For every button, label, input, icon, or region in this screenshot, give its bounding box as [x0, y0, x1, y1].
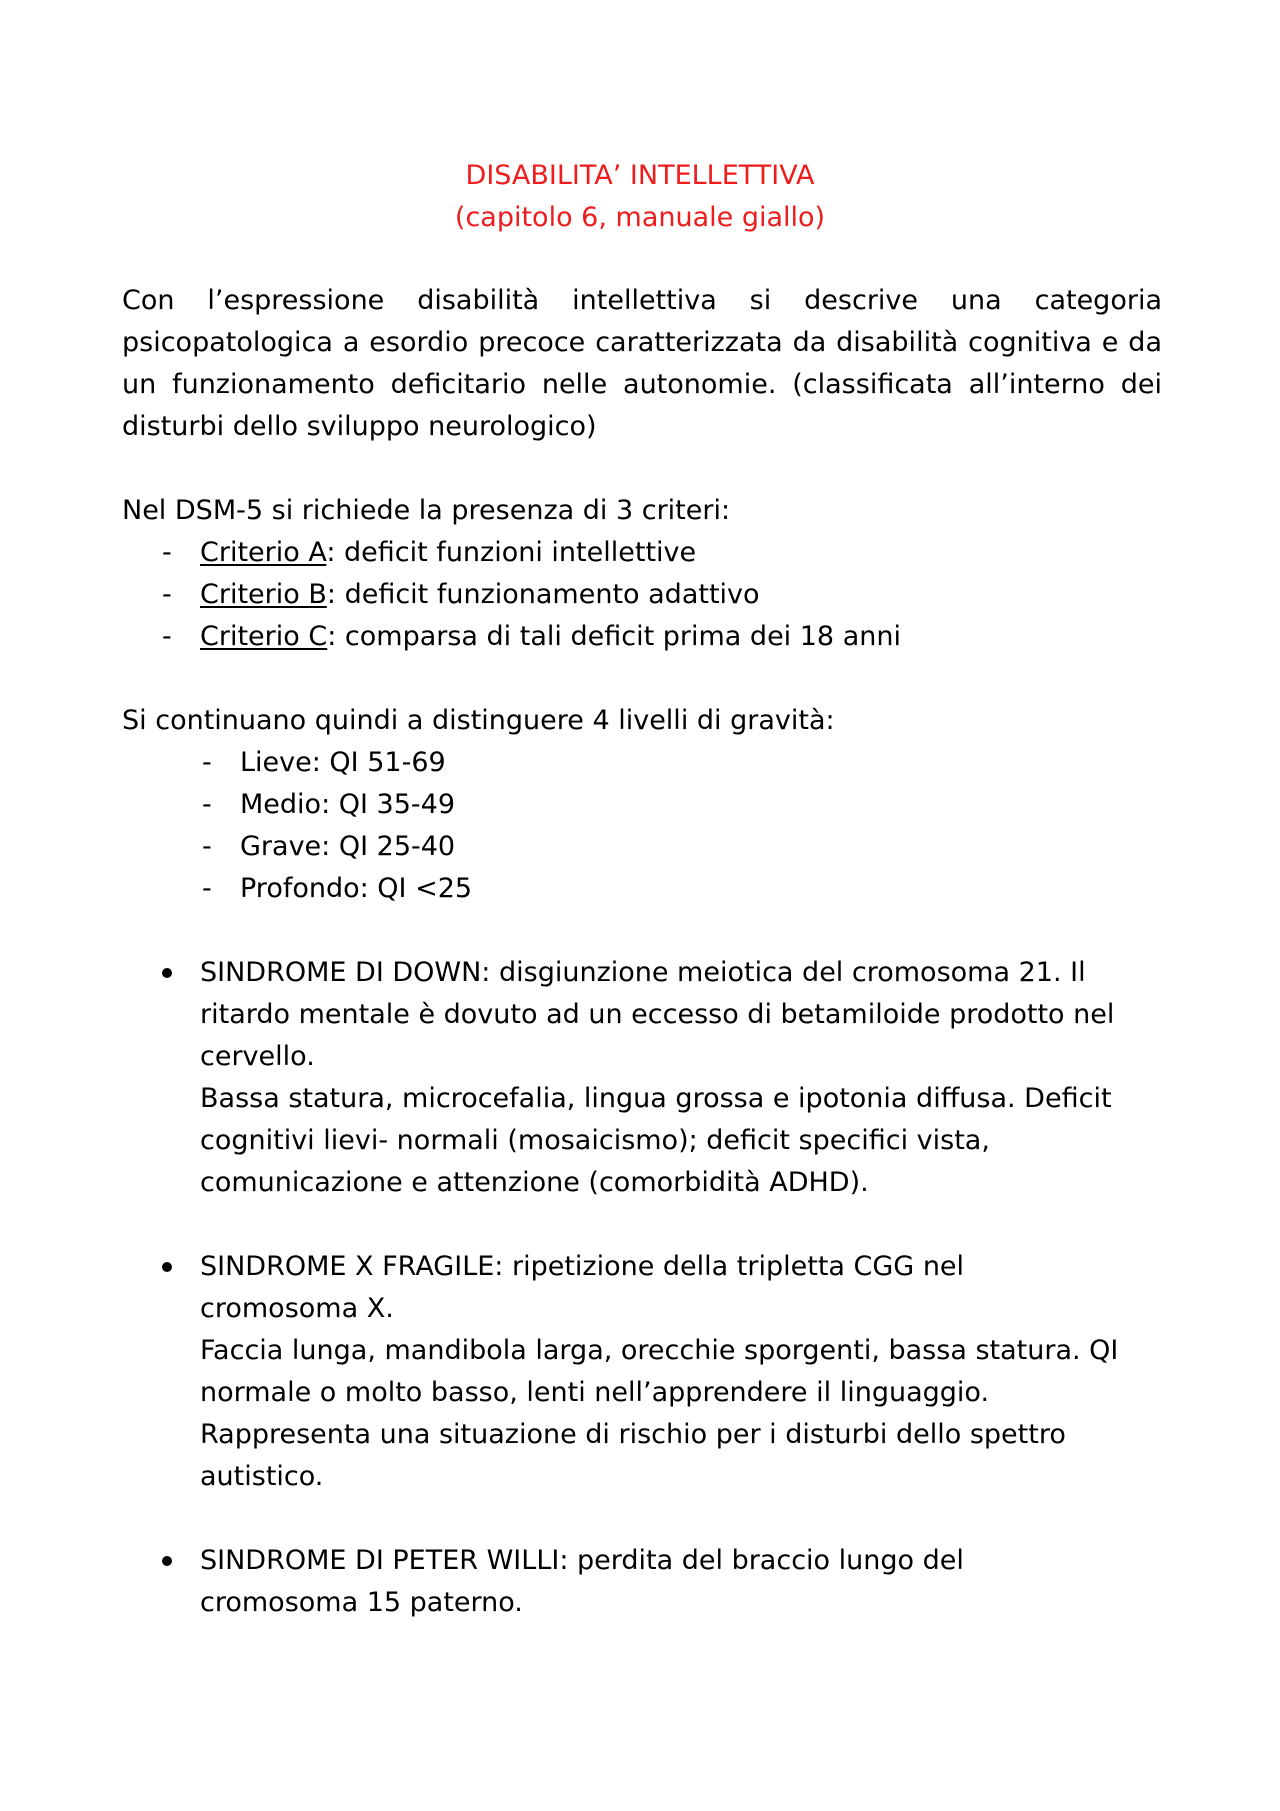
level-text: Lieve: QI 51-69: [240, 747, 446, 778]
level-text: Medio: QI 35-49: [240, 789, 455, 820]
spacer: [122, 658, 1162, 700]
document-body: [122, 280, 1162, 1624]
title-block: [0, 155, 1280, 239]
level-item: [122, 868, 1162, 910]
dash-marker: -: [202, 831, 212, 862]
dash-marker: -: [162, 537, 172, 568]
intro-paragraph: Con l’espressione disabilità intellettiva si descrive una categoria psicopatologica a esordio precoce caratterizzata da disabilità cognitiva e da un funzionamento deficitario nelle autonomie. (classificata all’interno dei disturbi dello sviluppo neurologico): [122, 285, 1162, 442]
spacer: [122, 1498, 1162, 1540]
dash-marker: -: [162, 621, 172, 652]
level-text: Grave: QI 25-40: [240, 831, 456, 862]
level-text: Profondo: QI <25: [240, 873, 473, 904]
syndrome-line: autistico.: [200, 1461, 324, 1492]
dash-marker: -: [202, 873, 212, 904]
syndrome-line: SINDROME DI DOWN: disgiunzione meiotica del cromosoma 21. Il: [200, 957, 1086, 988]
syndromes-list: [122, 1246, 1162, 1498]
bullet-dot-icon: [162, 1262, 172, 1272]
criteria-text: : deficit funzionamento adattivo: [326, 579, 760, 610]
level-item: [122, 826, 1162, 868]
criteria-list: [122, 532, 1162, 658]
syndrome-peter-willi: [122, 1540, 1162, 1624]
criteria-label: Criterio C: [200, 621, 328, 652]
spacer: [122, 910, 1162, 952]
syndrome-x-fragile: [122, 1246, 1162, 1498]
syndrome-line: cromosoma X.: [200, 1293, 394, 1324]
syndrome-line: cognitivi lievi- normali (mosaicismo); deficit specifici vista,: [200, 1125, 990, 1156]
syndromes-list: [122, 1540, 1162, 1624]
criteria-item: [122, 532, 1162, 574]
criteria-item: [122, 616, 1162, 658]
level-item: [122, 784, 1162, 826]
dsm-intro: Nel DSM-5 si richiede la presenza di 3 criteri:: [122, 495, 731, 526]
syndrome-line: ritardo mentale è dovuto ad un eccesso di betamiloide prodotto nel: [200, 999, 1115, 1030]
spacer: [122, 1204, 1162, 1246]
spacer: [122, 448, 1162, 490]
dash-marker: -: [202, 747, 212, 778]
criteria-item: [122, 574, 1162, 616]
syndrome-line: Bassa statura, microcefalia, lingua grossa e ipotonia diffusa. Deficit: [200, 1083, 1112, 1114]
criteria-label: Criterio B: [200, 579, 327, 610]
syndromes-list: [122, 952, 1162, 1204]
syndrome-line: cromosoma 15 paterno.: [200, 1587, 523, 1618]
level-item: [122, 742, 1162, 784]
document-subtitle: (capitolo 6, manuale giallo): [454, 202, 826, 233]
document-title: DISABILITA’ INTELLETTIVA: [465, 160, 815, 191]
criteria-label: Criterio A: [200, 537, 327, 568]
syndrome-down: [122, 952, 1162, 1204]
bullet-dot-icon: [162, 1556, 172, 1566]
syndrome-line: Rappresenta una situazione di rischio per i disturbi dello spettro: [200, 1419, 1066, 1450]
syndrome-line: Faccia lunga, mandibola larga, orecchie sporgenti, bassa statura. QI: [200, 1335, 1119, 1366]
levels-intro: Si continuano quindi a distinguere 4 livelli di gravità:: [122, 705, 835, 736]
bullet-dot-icon: [162, 968, 172, 978]
syndrome-line: comunicazione e attenzione (comorbidità ADHD).: [200, 1167, 869, 1198]
criteria-text: : comparsa di tali deficit prima dei 18 anni: [327, 621, 901, 652]
syndrome-line: SINDROME DI PETER WILLI: perdita del braccio lungo del: [200, 1545, 964, 1576]
syndrome-line: SINDROME X FRAGILE: ripetizione della tripletta CGG nel: [200, 1251, 965, 1282]
levels-list: [122, 742, 1162, 910]
dash-marker: -: [162, 579, 172, 610]
syndrome-line: normale o molto basso, lenti nell’apprendere il linguaggio.: [200, 1377, 990, 1408]
criteria-text: : deficit funzioni intellettive: [326, 537, 697, 568]
syndrome-line: cervello.: [200, 1041, 315, 1072]
dash-marker: -: [202, 789, 212, 820]
